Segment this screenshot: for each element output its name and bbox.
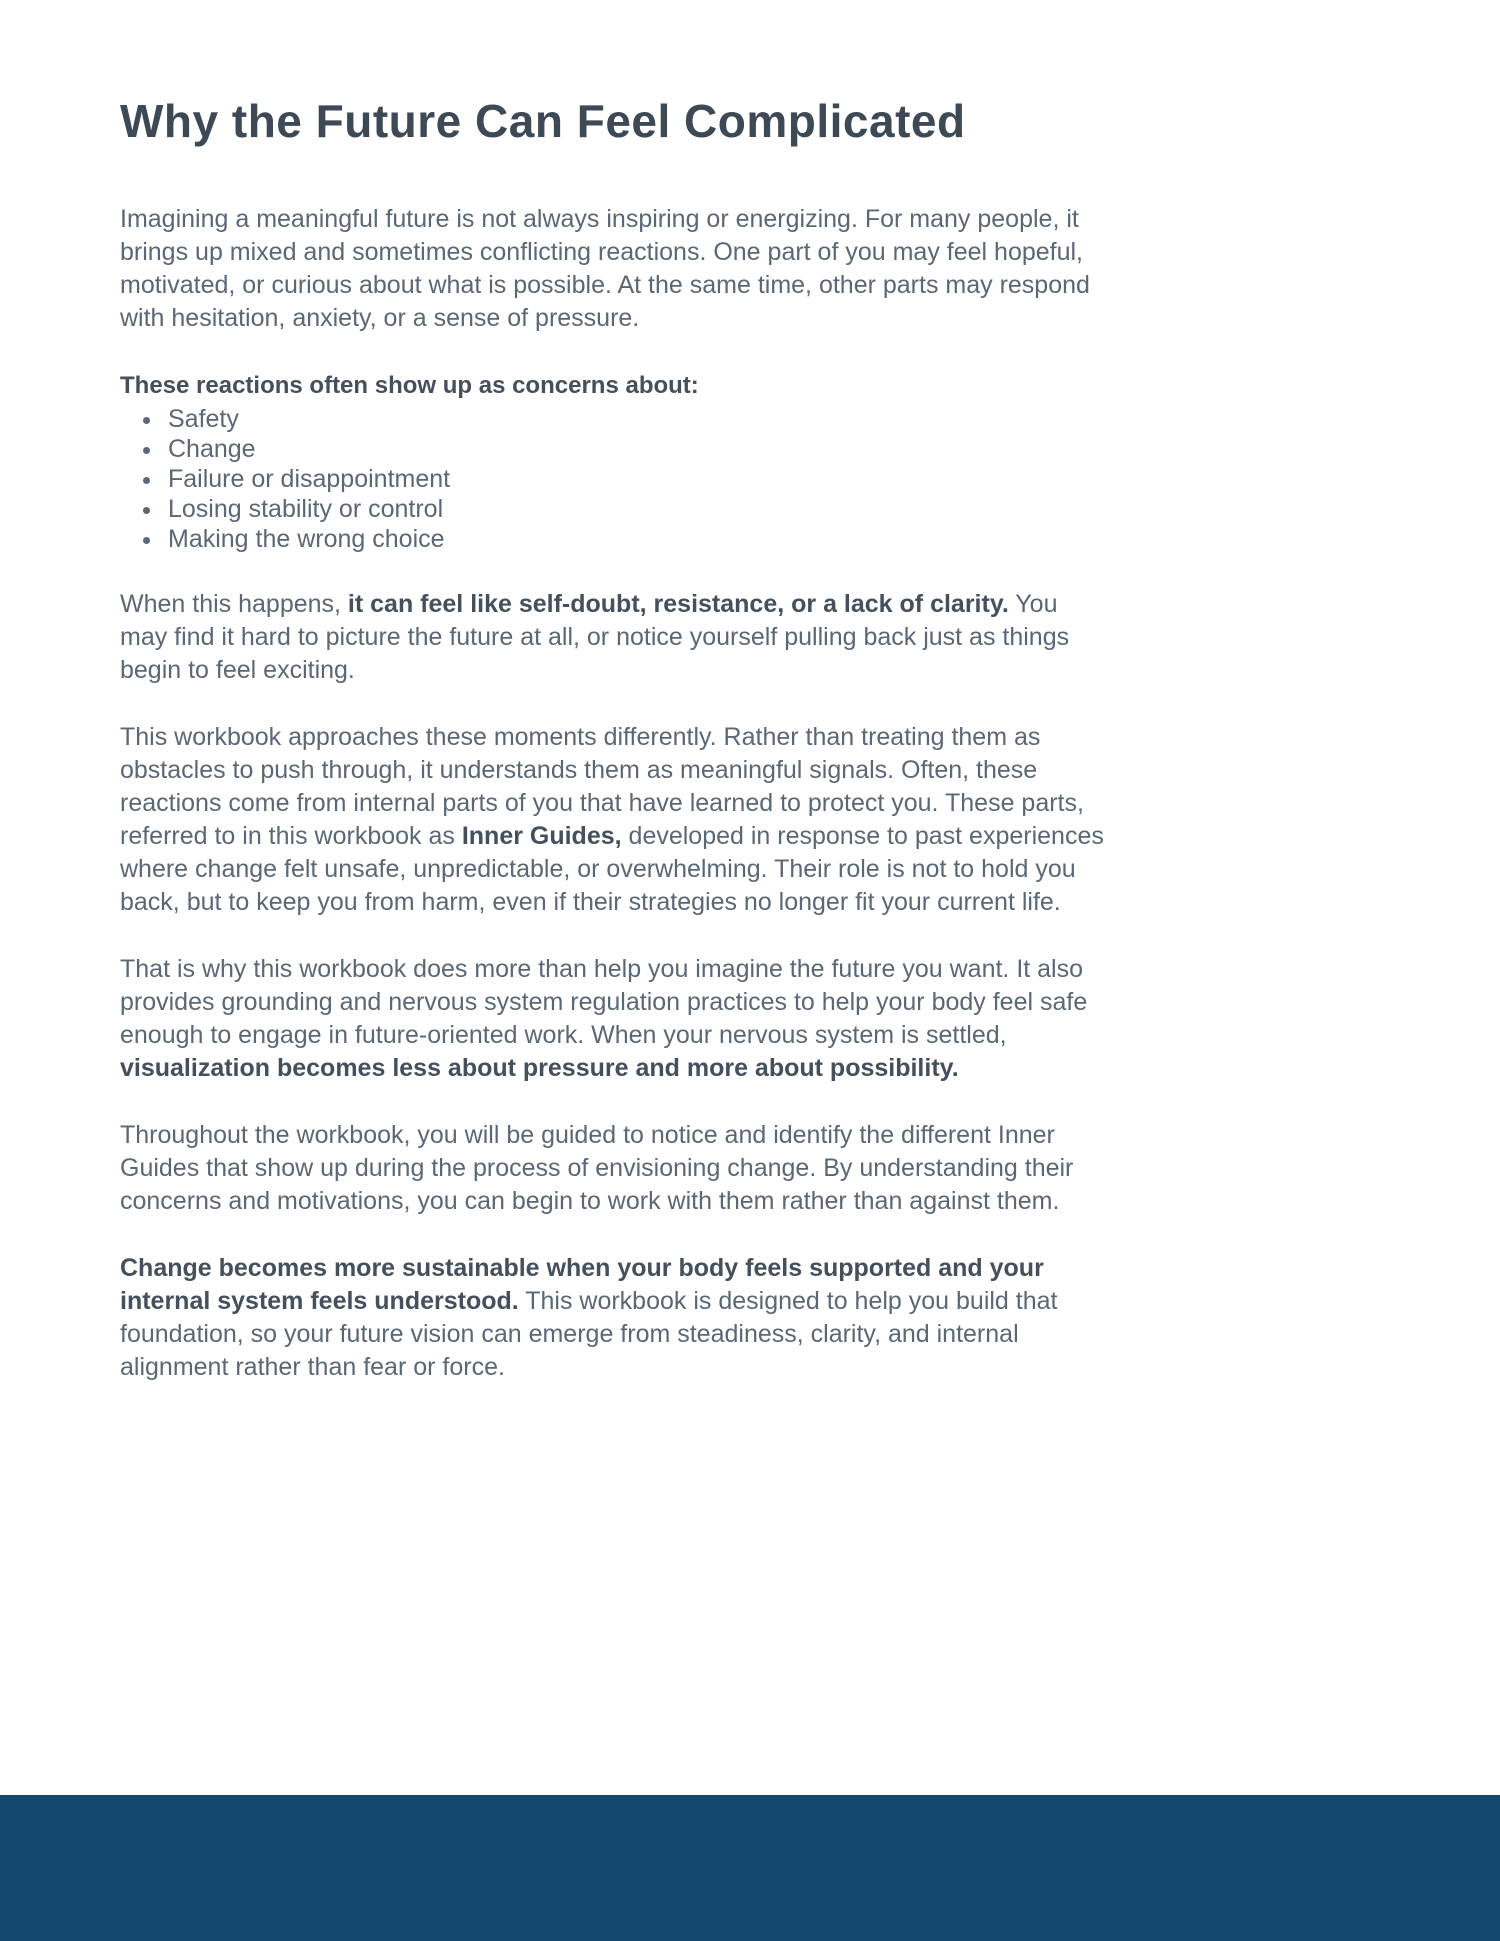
self-doubt-paragraph [120, 588, 1105, 687]
paragraph-text: This workbook approaches these moments differently. Rather than treating them as obstacles to push through, it understands them as meaningful signals. Often, these reactions come from internal parts of you that have learned to protect you. These parts, referred to in this workbook as [120, 722, 1084, 850]
paragraph-text: Throughout the workbook, you will be guided to notice and identify the different Inner Guides that show up during the process of envisioning change. By understanding their concerns and motivations, you can begin to work with them rather than against them. [120, 1120, 1074, 1215]
paragraph-bold-text: Change becomes more sustainable when your body feels supported and your internal system feels understood. [120, 1253, 1044, 1315]
paragraph-text: When this happens, [120, 589, 348, 618]
list-item: • Losing stability or control [164, 494, 1105, 524]
intro-paragraph [120, 203, 1105, 335]
grounding-paragraph [120, 953, 1105, 1085]
throughout-paragraph [120, 1119, 1105, 1218]
paragraph-bold-text: These reactions often show up as concerns about: [120, 371, 699, 399]
paragraph-bold-text: Inner Guides, [461, 821, 622, 850]
page-title: Why the Future Can Feel Complicated [120, 95, 966, 147]
paragraph-bold-text: visualization becomes less about pressure and more about possibility. [120, 1053, 959, 1082]
document-content [120, 203, 1105, 1384]
paragraph-text: Imagining a meaningful future is not always inspiring or energizing. For many people, it brings up mixed and sometimes conflicting reactions. One part of you may feel hopeful, motivated, or curious about what is possible. At the same time, other parts may respond with hesitation, anxiety, or a sense of pressure. [120, 204, 1090, 332]
list-item: • Failure or disappointment [164, 464, 1105, 494]
list-item: • Change [164, 434, 1105, 464]
list-item: • Making the wrong choice [164, 524, 1105, 554]
paragraph-text: That is why this workbook does more than help you imagine the future you want. It also provides grounding and nervous system regulation practices to help your body feel safe enough to engage in future-oriented work. When your nervous system is settled, [120, 954, 1088, 1049]
closing-paragraph [120, 1252, 1105, 1384]
paragraph-bold-text: it can feel like self-doubt, resistance, or a lack of clarity. [347, 589, 1009, 618]
paragraph-text: developed in response to past experiences where change felt unsafe, unpredictable, or overwhelming. Their role is not to hold you back, but to keep you from harm, even if their strategies no longer fit your current life. [120, 821, 1104, 916]
concerns-list [120, 404, 1105, 554]
list-intro [120, 369, 1105, 402]
paragraph-text: This workbook is designed to help you build that foundation, so your future vision can emerge from steadiness, clarity, and internal alignment rather than fear or force. [120, 1286, 1058, 1381]
paragraph-text: You may find it hard to picture the future at all, or notice yourself pulling back just as things begin to feel exciting. [120, 589, 1070, 684]
list-item: • Safety [164, 404, 1105, 434]
footer-bar [0, 1795, 1500, 1941]
inner-guides-paragraph [120, 721, 1105, 919]
